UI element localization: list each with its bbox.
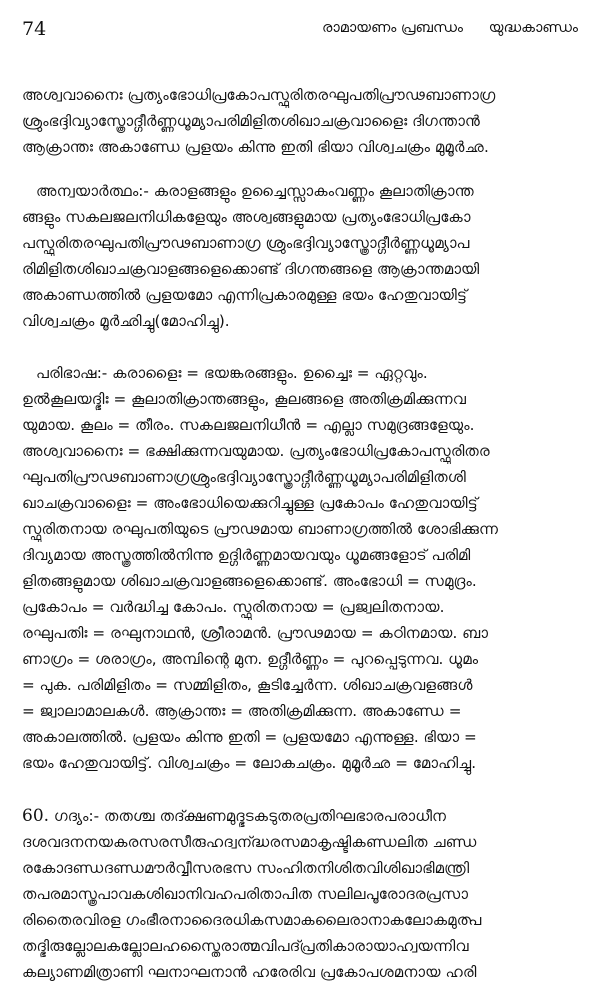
- running-section: യുദ്ധകാണ്ഡം: [488, 20, 578, 36]
- page-body: [22, 82, 578, 985]
- anvayartham-line: അന്വയാർത്ഥം:- കരാളങ്ങളും ഉച്ചൈസ്സാകംവണ്ണം കൂലാതിക്രാന്ത: [36, 182, 474, 200]
- paribhasha-line: ഘുപതിപ്രൗഢബാണാഗ്രശ്രുംഭദ്ദിവ്യാസ്ത്രോദ്ഗീർണ്ണധൂമ്യാപരിമിളിതശി: [22, 468, 466, 486]
- paribhasha-line: ദിവ്യമായ അസ്ത്രത്തിൽനിന്നു ഉദ്ഗിർണ്ണമായവയും ധൂമങ്ങളോട് പരിമി: [22, 546, 471, 564]
- paribhasha-paragraph: [22, 360, 578, 776]
- paribhasha-line: അശ്വവാനൈഃ = ഭക്ഷിക്കുന്നവയുമായ. പ്രത്യംഭോധിപ്രകോപസ്ഫുരിതര: [22, 442, 490, 460]
- anvayartham-paragraph: [22, 178, 578, 334]
- verse-line: ആക്രാന്തഃ അകാണ്ഡേ പ്രളയം കിന്നു ഇതി ഭിയാ വിശ്വചക്രം മുമൂർഛ.: [22, 138, 489, 156]
- paribhasha-line: ണാഗ്രം = ശരാഗ്രം, അമ്പിന്റെ മുന. ഉദ്ഗീർണ്ണം = പുറപ്പെടുന്നവ. ധൂമം: [22, 650, 479, 668]
- gadyam-line: രിതൈരവിരള ഗംഭീരനാദൈരധികസമാകലൈരാനാകലോകമുത്പ: [22, 911, 482, 929]
- verse-line: ശ്രുംഭദ്ദിവ്യാസ്ത്രോദ്ഗീർണ്ണധൂമ്യാപരിമിളിതശിഖാചക്രവാളൈഃ ദിഗന്താൻ: [22, 112, 480, 130]
- gadyam-line: രകോദണ്ഡദണ്ഡമൗർവ്വീസരഭസ സംഹിതനിശിതവിശിഖാഭിമന്ത്രി: [22, 859, 470, 877]
- verse-number: 60.: [22, 806, 50, 826]
- gadyam-first-text: ഗദ്യം:- തതശ്ച തദ്ക്ഷണമുദ്ഭടകടുതരപ്രതിഘഭാരപരാധീന: [53, 807, 447, 825]
- paribhasha-line: = ജ്വാലാമാലകൾ. ആക്രാന്തഃ = അതിക്രമിക്കുന്ന. അകാണ്ഡേ =: [22, 702, 462, 720]
- paribhasha-line: യുമായ. കൂലം = തീരം. സകലജലനിധീൻ = എല്ലാ സമുദ്രങ്ങളേയും.: [22, 416, 475, 434]
- paribhasha-line: രഘുപതിഃ = രഘുനാഥൻ, ശ്രീരാമൻ. പ്രൗഢമായ = കഠിനമായ. ബാ: [22, 624, 489, 642]
- verse-text: [22, 82, 578, 160]
- page-number: 74: [22, 18, 47, 40]
- gadyam-line: ദശവദനനയകരസരസീരുഹദ്വന്ദ്ധരസമാകൃഷ്ടികണ്ഡലിത ചണ്ഡ: [22, 833, 477, 851]
- verse-line: അശ്വവാനൈഃ പ്രത്യംഭോധിപ്രകോപസ്ഫുരിതരഘുപതിപ്രൗഢബാണാഗ്ര: [22, 86, 496, 104]
- running-title: രാമായണം പ്രബന്ധം: [322, 20, 463, 36]
- paribhasha-line: ളിതങ്ങളുമായ ശിഖാചക്രവാളങ്ങളെക്കൊണ്ട്. അംഭോധി = സമുദ്രം.: [22, 572, 477, 590]
- anvayartham-line: അകാണ്ഡത്തിൽ പ്രളയമോ എന്നിപ്രകാരമുള്ള ഭയം ഹേതുവായിട്ട്: [22, 286, 468, 304]
- gadyam-first-line: [22, 803, 578, 829]
- anvayartham-line: വിശ്വചക്രം മൂർഛിച്ചു(മോഹിച്ചു).: [22, 312, 230, 330]
- paribhasha-line: ഖാചക്രവാളൈഃ = അംഭോധിയെക്കുറിച്ചുള്ള പ്രകോപം ഹേതുവായിട്ട്: [22, 494, 478, 512]
- paribhasha-line: അകാലത്തിൽ. പ്രളയം കിന്നു ഇതി = പ്രളയമോ എന്നുള്ള. ഭിയാ =: [22, 728, 477, 746]
- paribhasha-line: പരിഭാഷ:- കരാളൈഃ = ഭയങ്കരങ്ങളും. ഉച്ചൈഃ = ഏറ്റവും.: [36, 364, 428, 382]
- paribhasha-line: സ്ഫുരിതനായ രഘുപതിയുടെ പ്രൗഢമായ ബാണാഗ്രത്തിൽ ശോഭിക്കുന്ന: [22, 520, 499, 538]
- gadyam-paragraph: [22, 803, 578, 985]
- anvayartham-line: പസ്ഫുരിതരഘുപതിപ്രൗഢബാണാഗ്ര ശ്രുംഭദ്ദിവ്യാസ്ത്രോദ്ഗീർണ്ണധൂമ്യാപ: [22, 234, 470, 252]
- gadyam-line: കല്യാണമിത്രാണി ഘനാഘനാൻ ഹരേരിവ പ്രകോപശമനായ ഹരി: [22, 963, 477, 981]
- paribhasha-line: പ്രകോപം = വർദ്ധിച്ച കോപം. സ്ഫുരിതനായ = പ്രജ്വലിതനായ.: [22, 598, 445, 616]
- gadyam-line: തപരമാസ്ത്രപാവകശിഖാനിവഹപരിതാപിത സലിലപൂരോദരപ്രസാ: [22, 885, 469, 903]
- anvayartham-line: രിമിളിതശിഖാചക്രവാളങ്ങളെക്കൊണ്ട് ദിഗന്തങ്ങളെ ആക്രാന്തമായി: [22, 260, 480, 278]
- paribhasha-line: ഭയം ഹേതുവായിട്ട്. വിശ്വചക്രം = ലോകചക്രം. മുമൂർഛ = മോഹിച്ചു.: [22, 754, 477, 772]
- page-header: [22, 18, 578, 48]
- anvayartham-line: ങ്ങളും സകലജലനിധികളേയും അശ്വങ്ങളുമായ പ്രത്യംഭോധിപ്രകോ: [22, 208, 471, 226]
- paribhasha-line: = പുക. പരിമിളിതം = സമ്മിളിതം, കൂടിച്ചേർന്ന. ശിഖാചക്രവളങ്ങൾ: [22, 676, 473, 694]
- gadyam-line: തദ്ഭിരുല്ലോലകല്ലോലഹസ്തൈരാത്മവിപദ്പ്രതികാരായാഹ്വയന്നിവ: [22, 937, 469, 955]
- paribhasha-line: ഉൽകൂലയദ്ഭിഃ = കൂലാതിക്രാന്തങ്ങളും, കൂലങ്ങളെ അതിക്രമിക്കുന്നവ: [22, 390, 467, 408]
